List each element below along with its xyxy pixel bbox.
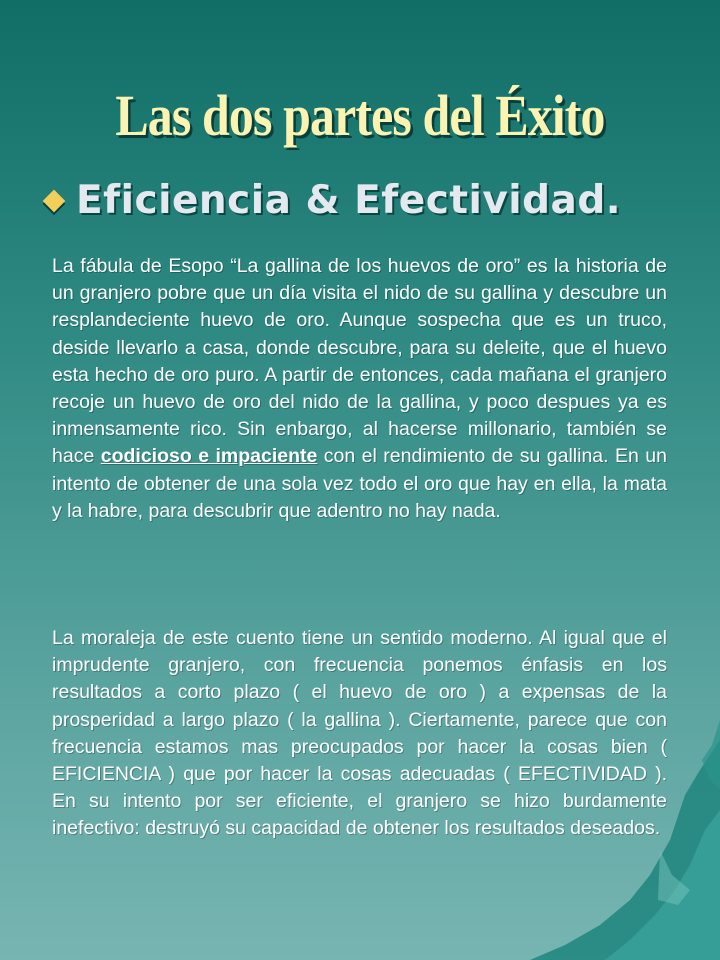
paragraph-fable-text-end: con el rendimiento de su gallina. En un intento de obtener de una sola vez todo el oro que hay en ella, la mata y la habre, para descubrir que adentro no hay nada. <box>52 445 667 522</box>
paragraph-moral: La moraleja de este cuento tiene un sentido moderno. Al igual que el imprudente granjero, con frecuencia ponemos énfasis en los resultados a corto plazo ( el huevo de oro ) a expensas de la prosperidad a largo plazo ( la gallina ). Ciertamente, parece que con frecuencia estamos mas preocupados por hacer la cosas bien ( EFICIENCIA ) que por hacer la cosas adecuadas ( EFECTIVIDAD ). En su intento por ser eficiente, el granjero se hizo burdamente inefectivo: destruyó su capacidad de obtener los resultados deseados. <box>52 627 667 840</box>
slide-title: Las dos partes del Éxito <box>115 83 605 148</box>
paragraph-fable <box>52 253 667 525</box>
emphasized-phrase: codicioso e impaciente <box>100 445 318 468</box>
diamond-bullet-icon <box>43 189 66 212</box>
paragraph-fable-text-start: La fábula de Esopo “La gallina de los huevos de oro” es la historia de un granjero pobre que un día visita el nido de su gallina y descubre un resplandeciente huevo de oro. Aunque sospecha que es un truco, deside llevarlo a casa, donde descubre, para su deleite, que el huevo esta hecho de oro puro. A partir de entonces, cada mañana el granjero recoje un huevo de oro del nido de la gallina, y poco despues ya es inmensamente rico. Sin enbargo, al hacerse millonario, también se hace <box>52 255 667 468</box>
subtitle: Eficiencia & Efectividad. <box>76 178 622 223</box>
subtitle-bullet-item <box>46 178 621 223</box>
